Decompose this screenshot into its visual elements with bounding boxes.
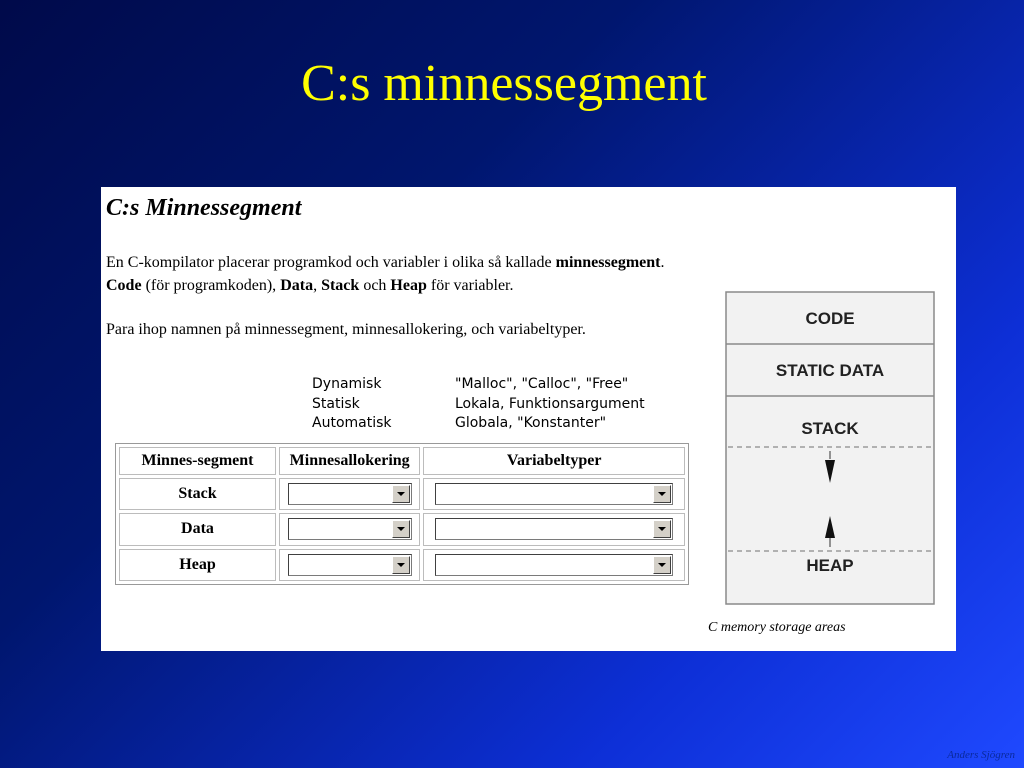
allocation-dropdown-cell (279, 513, 420, 545)
allocation-dropdown[interactable] (288, 483, 412, 505)
variable-type-dropdown-cell (423, 513, 685, 545)
memory-diagram (706, 287, 946, 637)
allocation-option: Statisk (312, 395, 360, 412)
dropdown-arrow-icon[interactable] (392, 556, 410, 574)
slide-title: C:s minnessegment (301, 55, 707, 112)
intro-line-1 (106, 254, 665, 272)
intro-segment-text: för variabler. (426, 277, 514, 294)
segment-name: Data (119, 513, 276, 545)
intro-period: . (660, 254, 665, 271)
variable-type-dropdown[interactable] (435, 518, 673, 540)
intro-segment-keyword: Code (106, 277, 142, 294)
variable-type-dropdown[interactable] (435, 483, 673, 505)
section-static-data-label: STATIC DATA (775, 361, 885, 380)
author-credit: Anders Sjögren (947, 749, 1015, 761)
header-segment: Minnes-segment (119, 447, 276, 475)
dropdown-arrow-icon[interactable] (653, 520, 671, 538)
intro-segment-keyword: Stack (321, 277, 360, 294)
header-allocation: Minnesallokering (279, 447, 420, 475)
variable-type-option: Globala, "Konstanter" (455, 415, 607, 431)
intro-segment-keyword: Data (280, 277, 314, 294)
table-row (119, 513, 685, 545)
section-stack-label: STACK (801, 419, 859, 438)
variable-type-option: "Malloc", "Calloc", "Free" (455, 376, 629, 392)
variable-type-dropdown-cell (423, 478, 685, 510)
table-row (119, 478, 685, 510)
intro-segment-text: (för programkoden), (141, 277, 281, 294)
dropdown-arrow-icon[interactable] (392, 485, 410, 503)
dropdown-arrow-icon[interactable] (392, 520, 410, 538)
panel-heading: C:s Minnessegment (106, 195, 302, 221)
intro-segment-keyword: Heap (390, 277, 427, 294)
matching-table (115, 443, 689, 585)
segment-name: Stack (119, 478, 276, 510)
intro-text: En C-kompilator placerar programkod och variabler i olika så kallade (106, 254, 556, 271)
intro-segment-text: och (359, 277, 391, 294)
variable-type-options-list (455, 375, 645, 434)
header-variable-types: Variabeltyper (423, 447, 685, 475)
intro-keyword: minnessegment (555, 254, 661, 271)
intro-segment-text: , (313, 277, 322, 294)
section-code-label: CODE (805, 309, 855, 328)
content-panel (101, 187, 956, 651)
intro-line-3: Para ihop namnen på minnessegment, minnesallokering, och variabeltyper. (106, 321, 586, 338)
allocation-options-list (312, 375, 392, 434)
dropdown-arrow-icon[interactable] (653, 556, 671, 574)
intro-line-2 (106, 277, 514, 295)
allocation-option: Dynamisk (312, 376, 382, 392)
segment-name: Heap (119, 549, 276, 581)
allocation-dropdown-cell (279, 478, 420, 510)
variable-type-dropdown[interactable] (435, 554, 673, 576)
allocation-dropdown[interactable] (288, 554, 412, 576)
allocation-option: Automatisk (312, 415, 392, 431)
table-row (119, 549, 685, 581)
allocation-dropdown[interactable] (288, 518, 412, 540)
variable-type-dropdown-cell (423, 549, 685, 581)
memory-diagram-caption: C memory storage areas (708, 620, 846, 635)
dropdown-arrow-icon[interactable] (653, 485, 671, 503)
allocation-dropdown-cell (279, 549, 420, 581)
section-heap-label: HEAP (806, 556, 854, 575)
variable-type-option: Lokala, Funktionsargument (455, 395, 645, 412)
